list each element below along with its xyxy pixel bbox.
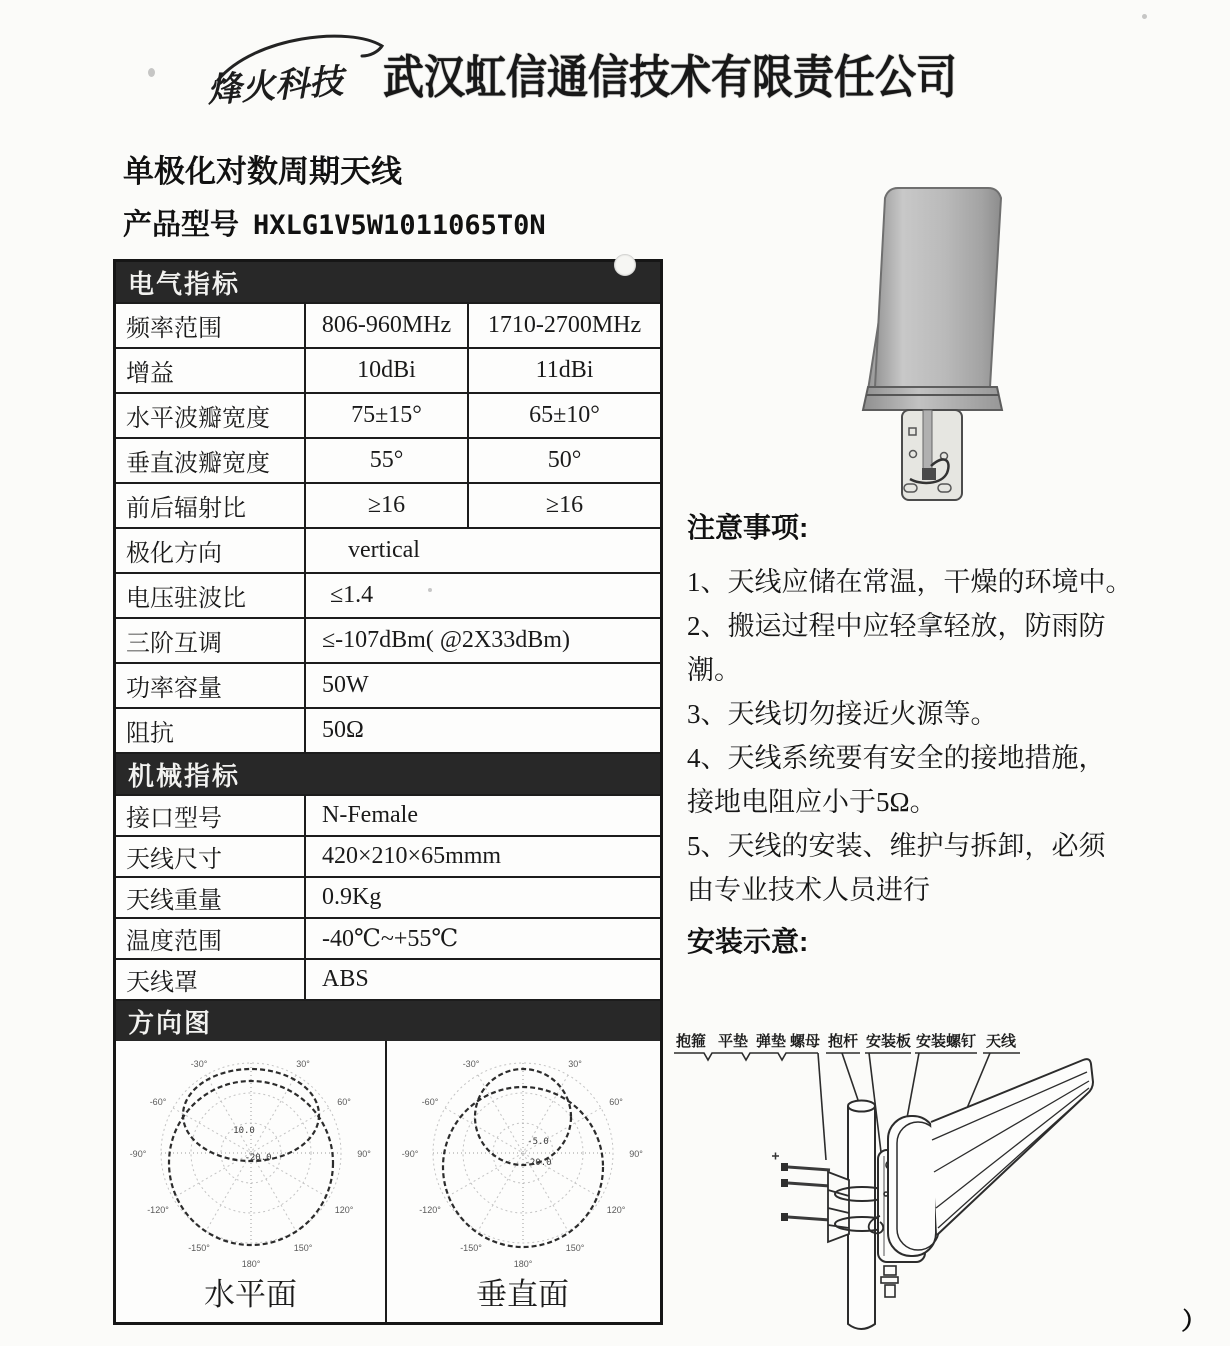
angle-label: 150° xyxy=(565,1243,584,1253)
scale-label: -5.0 xyxy=(526,1137,549,1147)
installation-drawing xyxy=(668,1020,1230,1346)
model-label: 产品型号 xyxy=(123,209,240,241)
row-value-low-band: 806-960MHz xyxy=(306,304,469,347)
scale-label: -20.0 xyxy=(243,1153,272,1163)
angle-label: 150° xyxy=(293,1243,312,1253)
scan-speck xyxy=(1142,14,1147,19)
model-value: HXLG1V5W1011065T0N xyxy=(253,210,546,241)
row-label: 前后辐射比 xyxy=(116,484,306,527)
table-row xyxy=(116,482,660,527)
row-value: 0.9Kg xyxy=(322,884,382,910)
angle-label: 30° xyxy=(567,1059,582,1069)
section-bar-electrical xyxy=(116,262,660,302)
note-line: 3、天线切勿接近火源等。 xyxy=(687,699,998,729)
row-value-low-band: 75±15° xyxy=(306,394,469,437)
angle-label: 60° xyxy=(608,1097,623,1107)
radiation-pattern-plots xyxy=(116,1041,660,1322)
part-label-mount-plate: 安装板 xyxy=(866,1033,912,1050)
row-value-low-band: 55° xyxy=(306,439,469,482)
angle-label: 90° xyxy=(356,1149,371,1159)
note-line: 5、天线的安装、维护与拆卸，必须 xyxy=(687,831,1106,861)
angle-label: -60° xyxy=(149,1097,166,1107)
row-value: N-Female xyxy=(322,802,418,828)
note-line: 接地电阻应小于5Ω。 xyxy=(687,787,937,817)
row-label: 天线罩 xyxy=(116,960,306,999)
angle-label: -120° xyxy=(146,1205,169,1215)
row-value: ≤-107dBm( @2X33dBm) xyxy=(322,627,570,653)
install-heading: 安装示意: xyxy=(687,926,809,957)
scale-label: 10.0 xyxy=(232,1126,255,1136)
section-title: 电气指标 xyxy=(128,268,241,299)
horizontal-polar-plot xyxy=(116,1041,386,1273)
note-line: 由专业技术人员进行 xyxy=(687,875,930,905)
part-label-pole: 抱杆 xyxy=(828,1033,859,1050)
angle-label: 60° xyxy=(336,1097,351,1107)
table-row xyxy=(116,707,660,752)
angle-label: 120° xyxy=(334,1205,353,1215)
vertical-plane-caption: 垂直面 xyxy=(476,1277,569,1312)
section-bar-mechanical xyxy=(116,752,660,794)
vertical-polar-plot xyxy=(388,1041,658,1273)
spec-table xyxy=(113,259,663,1325)
row-label: 水平波瓣宽度 xyxy=(116,394,306,437)
angle-label: -30° xyxy=(190,1059,207,1069)
angle-label: -90° xyxy=(129,1149,146,1159)
row-label: 电压驻波比 xyxy=(116,574,306,617)
table-row xyxy=(116,527,660,572)
row-label: 天线重量 xyxy=(116,878,306,917)
angle-label: 180° xyxy=(241,1259,260,1269)
part-label-antenna: 天线 xyxy=(986,1033,1017,1050)
row-value: 50W xyxy=(322,672,369,698)
table-row xyxy=(116,917,660,958)
angle-label: -60° xyxy=(421,1097,438,1107)
part-label-nut: 螺母 xyxy=(790,1033,821,1050)
note-line: 1、天线应储在常温，干燥的环境中。 xyxy=(687,567,1133,597)
row-label: 天线尺寸 xyxy=(116,837,306,876)
row-value: -40℃~+55℃ xyxy=(322,926,459,952)
notes-section xyxy=(687,506,1217,960)
angle-label: -150° xyxy=(459,1243,482,1253)
scan-speck xyxy=(428,588,432,592)
angle-label: -30° xyxy=(462,1059,479,1069)
row-value-high-band: 1710-2700MHz xyxy=(487,312,642,338)
table-row xyxy=(116,302,660,347)
angle-label: 120° xyxy=(606,1205,625,1215)
part-label-clamp: 抱箍 xyxy=(676,1033,707,1050)
table-row xyxy=(116,835,660,876)
note-line: 4、天线系统要有安全的接地措施， xyxy=(687,743,1106,773)
page-title: 单极化对数周期天线 xyxy=(123,154,402,189)
part-label-flat-washer: 平垫 xyxy=(718,1033,749,1050)
row-label: 垂直波瓣宽度 xyxy=(116,439,306,482)
row-label: 温度范围 xyxy=(116,919,306,958)
table-row xyxy=(116,662,660,707)
logo-swoosh-icon xyxy=(200,26,390,118)
angle-label: 180° xyxy=(513,1259,532,1269)
part-label-spring-washer: 弹垫 xyxy=(756,1033,787,1050)
section-title: 方向图 xyxy=(128,1007,213,1038)
table-row xyxy=(116,876,660,917)
table-row xyxy=(116,572,660,617)
notes-heading: 注意事项: xyxy=(687,512,809,543)
punch-hole-mark xyxy=(614,254,636,276)
scan-corner-mark: ） xyxy=(1180,1306,1207,1337)
row-value-low-band: ≥16 xyxy=(306,484,469,527)
row-value-high-band: ≥16 xyxy=(545,492,584,518)
note-line: 潮。 xyxy=(687,655,741,685)
row-label: 阻抗 xyxy=(116,709,306,752)
row-label: 接口型号 xyxy=(116,796,306,835)
company-name: 武汉虹信通信技术有限责任公司 xyxy=(383,51,957,104)
note-line: 2、搬运过程中应轻拿轻放，防雨防 xyxy=(687,611,1106,641)
table-row xyxy=(116,958,660,999)
row-value: vertical xyxy=(348,537,420,563)
row-value: 50Ω xyxy=(322,717,364,743)
row-value-high-band: 11dBi xyxy=(535,357,594,383)
row-value-low-band: 10dBi xyxy=(306,349,469,392)
angle-label: -150° xyxy=(187,1243,210,1253)
table-row xyxy=(116,794,660,835)
product-model-line xyxy=(123,202,546,243)
row-label: 功率容量 xyxy=(116,664,306,707)
company-logo xyxy=(200,26,390,118)
table-row xyxy=(116,392,660,437)
section-title: 机械指标 xyxy=(128,760,241,791)
row-label: 频率范围 xyxy=(116,304,306,347)
part-label-mount-screw: 安装螺钉 xyxy=(916,1033,977,1050)
horizontal-pattern-cell xyxy=(116,1041,387,1322)
angle-label: -120° xyxy=(418,1205,441,1215)
angle-label: 30° xyxy=(295,1059,310,1069)
row-value: ABS xyxy=(322,966,369,992)
angle-label: 90° xyxy=(628,1149,643,1159)
section-bar-pattern xyxy=(116,999,660,1041)
scale-label: -20.0 xyxy=(523,1158,552,1168)
angle-label: -90° xyxy=(401,1149,418,1159)
row-value-high-band: 50° xyxy=(547,447,582,473)
row-value: 420×210×65mmm xyxy=(322,843,502,869)
row-label: 增益 xyxy=(116,349,306,392)
row-value: ≤1.4 xyxy=(330,582,374,608)
table-row xyxy=(116,437,660,482)
horizontal-plane-caption: 水平面 xyxy=(204,1277,297,1312)
row-value-high-band: 65±10° xyxy=(529,402,600,428)
table-row xyxy=(116,347,660,392)
logo-text: 烽火科技 xyxy=(205,62,345,110)
scan-speck xyxy=(148,68,155,77)
installation-diagram xyxy=(668,1020,1230,1346)
antenna-product-image xyxy=(838,182,1068,512)
row-label: 三阶互调 xyxy=(116,619,306,662)
row-label: 极化方向 xyxy=(116,529,306,572)
table-row xyxy=(116,617,660,662)
antenna-photo-drawing xyxy=(838,182,1068,507)
vertical-pattern-cell xyxy=(387,1041,658,1322)
